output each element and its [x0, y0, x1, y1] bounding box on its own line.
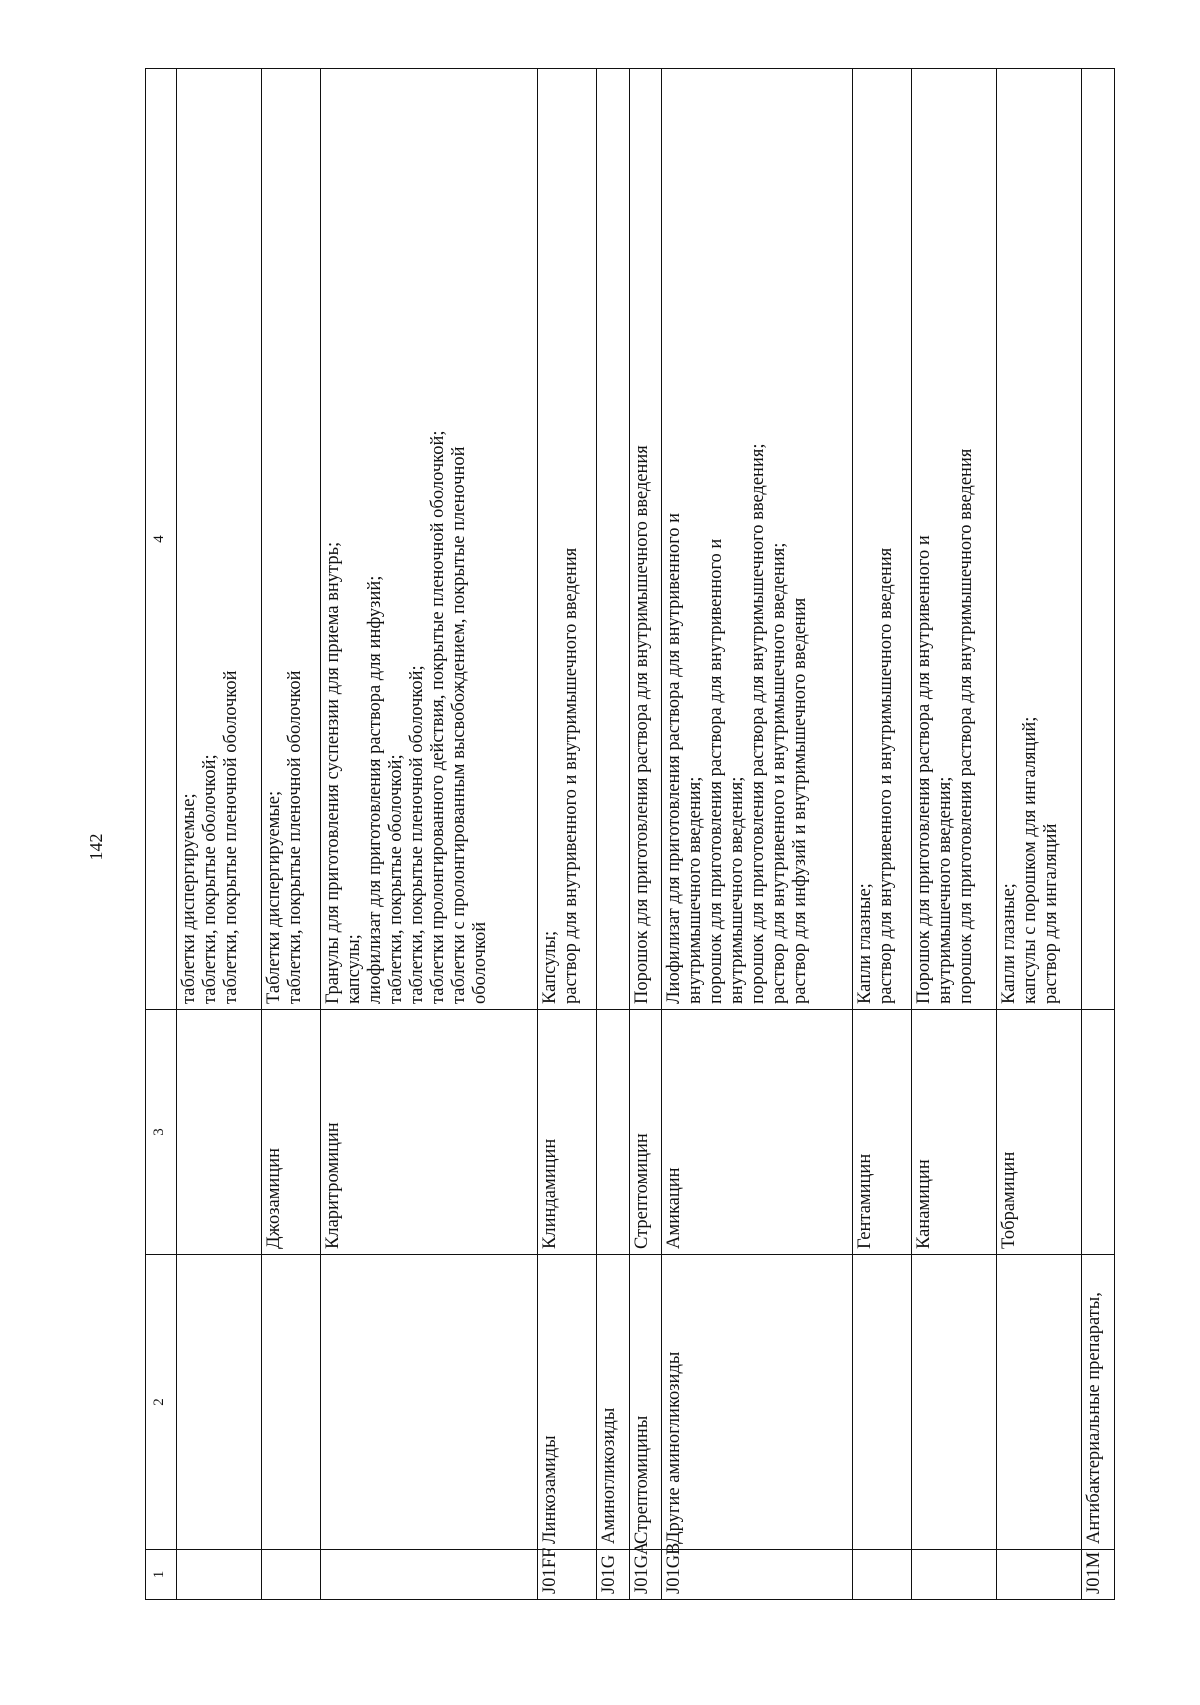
dosage-form-line: раствор для инфузий и внутримышечного введения — [790, 597, 811, 1004]
dosage-form-line: Капли глазные; — [854, 883, 875, 1004]
atc-code-cell: J01G — [597, 1550, 630, 1600]
dosage-form-line: оболочкой — [470, 921, 491, 1004]
group-name-cell — [852, 1255, 911, 1550]
dosage-form-line: таблетки, покрытые пленочной оболочкой; — [407, 665, 428, 1004]
drug-name-cell: Канамицин — [911, 1010, 996, 1255]
table-row — [997, 69, 1082, 1600]
group-name-cell: Стрептомицины — [629, 1255, 662, 1550]
dosage-forms-cell — [177, 69, 262, 1010]
dosage-form-line: лиофилизат для приготовления раствора для инфузий; — [365, 575, 386, 1004]
group-name-cell: Другие аминогликозиды — [662, 1255, 853, 1550]
header-col-2: 2 — [146, 1255, 177, 1550]
atc-code-cell — [852, 1550, 911, 1600]
dosage-form-line: Капли глазные; — [999, 883, 1020, 1004]
dosage-forms-cell — [1082, 69, 1115, 1010]
header-col-4: 4 — [146, 69, 177, 1010]
dosage-forms-cell — [262, 69, 321, 1010]
atc-code-cell: J01GA — [629, 1550, 662, 1600]
drug-name-cell — [1082, 1010, 1115, 1255]
dosage-form-line: Гранулы для приготовления суспензии для приема внутрь; — [323, 541, 344, 1004]
atc-code-cell — [321, 1550, 538, 1600]
rotated-table-container — [145, 69, 1115, 1600]
dosage-form-line: Таблетки диспергируемые; — [264, 790, 285, 1004]
dosage-forms-cell — [997, 69, 1082, 1010]
dosage-form-line: Порошок для приготовления раствора для внутримышечного введения — [631, 445, 652, 1004]
dosage-form-line: таблетки, покрытые пленочной оболочкой — [285, 670, 306, 1004]
dosage-form-line: раствор для внутривенного и внутримышечного введения — [561, 547, 582, 1004]
dosage-form-line: раствор для внутривенного и внутримышечного введения; — [769, 542, 790, 1004]
dosage-form-line: раствор для ингаляций — [1041, 823, 1062, 1004]
group-name-cell — [321, 1255, 538, 1550]
dosage-form-line: таблетки диспергируемые; — [179, 793, 199, 1004]
dosage-form-line: внутримышечного введения; — [685, 776, 706, 1004]
page-number: 142 — [86, 833, 106, 861]
atc-code-cell — [997, 1550, 1082, 1600]
drug-name-cell: Джозамицин — [262, 1010, 321, 1255]
group-name-cell: Аминогликозиды — [597, 1255, 630, 1550]
dosage-forms-cell — [538, 69, 597, 1010]
dosage-form-line: Лиофилизат для приготовления раствора для внутривенного и — [664, 512, 685, 1004]
drug-name-cell — [177, 1010, 262, 1255]
atc-code-cell — [177, 1550, 262, 1600]
dosage-form-line: порошок для приготовления раствора для внутримышечного введения — [955, 448, 976, 1004]
header-row — [146, 69, 177, 1600]
dosage-forms-cell — [662, 69, 853, 1010]
drug-name-cell — [597, 1010, 630, 1255]
dosage-form-line: внутримышечного введения; — [934, 776, 955, 1004]
group-name-cell — [997, 1255, 1082, 1550]
dosage-form-line: таблетки, покрытые оболочкой; — [200, 754, 220, 1004]
dosage-forms-cell — [629, 69, 662, 1010]
atc-code-cell: J01GB — [662, 1550, 853, 1600]
table-row — [538, 69, 597, 1600]
dosage-forms-cell — [321, 69, 538, 1010]
dosage-form-line: таблетки, покрытые пленочной оболочкой — [221, 670, 241, 1004]
group-name-cell: Антибактериальные препараты, — [1082, 1255, 1115, 1550]
header-col-1: 1 — [146, 1550, 177, 1600]
atc-code-cell: J01FF — [538, 1550, 597, 1600]
dosage-form-line: порошок для приготовления раствора для внутривенного и — [706, 538, 727, 1004]
dosage-form-line: Порошок для приготовления раствора для внутривенного и — [913, 535, 934, 1004]
table-row — [177, 69, 262, 1600]
table-row — [852, 69, 911, 1600]
dosage-form-line: капсулы; — [344, 934, 365, 1004]
header-col-3: 3 — [146, 1010, 177, 1255]
table-row — [629, 69, 662, 1600]
dosage-forms-cell — [852, 69, 911, 1010]
drug-table — [145, 68, 1115, 1600]
atc-code-cell — [262, 1550, 321, 1600]
atc-code-cell — [911, 1550, 996, 1600]
table-row — [662, 69, 853, 1600]
dosage-form-line: капсулы с порошком для ингаляций; — [1020, 716, 1041, 1004]
dosage-form-line: таблетки пролонгированного действия, покрытые пленочной оболочкой; — [428, 430, 449, 1004]
table-row — [1082, 69, 1115, 1600]
drug-name-cell: Стрептомицин — [629, 1010, 662, 1255]
dosage-form-line: раствор для внутривенного и внутримышечного введения — [875, 547, 896, 1004]
table-row — [911, 69, 996, 1600]
group-name-cell — [177, 1255, 262, 1550]
atc-code-cell: J01M — [1082, 1550, 1115, 1600]
group-name-cell: Линкозамиды — [538, 1255, 597, 1550]
dosage-form-line: внутримышечного введения; — [727, 776, 748, 1004]
table-row — [321, 69, 538, 1600]
drug-name-cell: Амикацин — [662, 1010, 853, 1255]
table-row — [262, 69, 321, 1600]
dosage-forms-cell — [597, 69, 630, 1010]
dosage-form-line: Капсулы; — [540, 930, 561, 1004]
drug-name-cell: Кларитромицин — [321, 1010, 538, 1255]
dosage-form-line: таблетки, покрытые оболочкой; — [386, 754, 407, 1004]
drug-name-cell: Гентамицин — [852, 1010, 911, 1255]
group-name-cell — [262, 1255, 321, 1550]
group-name-cell — [911, 1255, 996, 1550]
drug-name-cell: Тобрамицин — [997, 1010, 1082, 1255]
dosage-form-line: порошок для приготовления раствора для внутримышечного введения; — [748, 443, 769, 1004]
table-row — [597, 69, 630, 1600]
dosage-forms-cell — [911, 69, 996, 1010]
drug-name-cell: Клиндамицин — [538, 1010, 597, 1255]
dosage-form-line: таблетки с пролонгированным высвобождением, покрытые пленочной — [449, 446, 470, 1004]
